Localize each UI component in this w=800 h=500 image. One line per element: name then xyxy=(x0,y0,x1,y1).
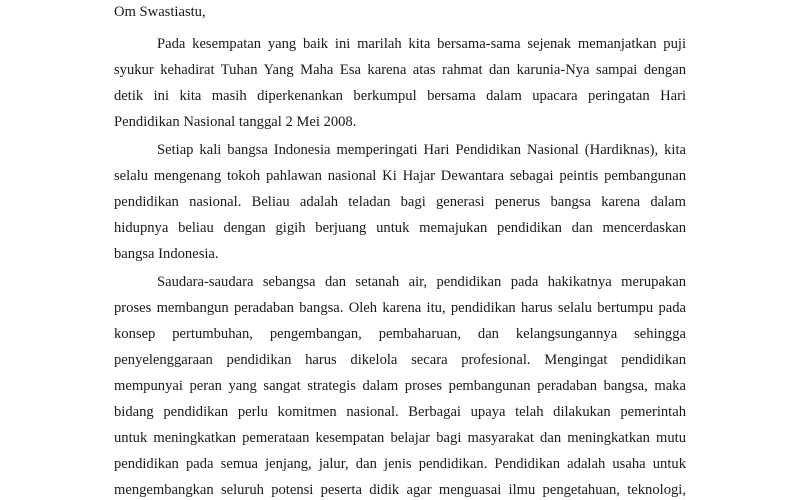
paragraph-line: proses membangun peradaban bangsa. Oleh karena itu, pendidikan harus selalu bertumpu pada xyxy=(114,300,686,316)
paragraph-line: penyelenggaraan pendidikan harus dikelola secara profesional. Mengingat pendidikan xyxy=(114,352,686,368)
paragraph-line: selalu mengenang tokoh pahlawan nasional Ki Hajar Dewantara sebagai peintis pembangunan xyxy=(114,168,686,184)
greeting: Om Swastiastu, xyxy=(114,4,206,20)
paragraph-line: mempunyai peran yang sangat strategis dalam proses pembangunan peradaban bangsa, maka xyxy=(114,378,686,394)
paragraph-line: konsep pertumbuhan, pengembangan, pembaharuan, dan kelangsungannya sehingga xyxy=(114,326,686,342)
paragraph-line: mengembangkan seluruh potensi peserta didik agar menguasai ilmu pengetahuan, teknologi, xyxy=(114,482,686,498)
paragraph-line: Setiap kali bangsa Indonesia memperingati Hari Pendidikan Nasional (Hardiknas), kita xyxy=(157,142,686,158)
paragraph-line: bidang pendidikan perlu komitmen nasional. Berbagai upaya telah dilakukan pemerintah xyxy=(114,404,686,420)
paragraph-line: Pada kesempatan yang baik ini marilah kita bersama-sama sejenak memanjatkan puji xyxy=(157,36,686,52)
paragraph-line: bangsa Indonesia. xyxy=(114,246,219,262)
paragraph-line: Pendidikan Nasional tanggal 2 Mei 2008. xyxy=(114,114,357,130)
paragraph-line: pendidikan nasional. Beliau adalah teladan bagi generasi penerus bangsa karena dalam xyxy=(114,194,686,210)
paragraph-line: Saudara-saudara sebangsa dan setanah air, pendidikan pada hakikatnya merupakan xyxy=(157,274,686,290)
paragraph-line: detik ini kita masih diperkenankan berkumpul bersama dalam upacara peringatan Hari xyxy=(114,88,686,104)
paragraph-line: untuk meningkatkan pemerataan kesempatan belajar bagi masyarakat dan meningkatkan mutu xyxy=(114,430,686,446)
paragraph-line: hidupnya beliau dengan gigih berjuang untuk memajukan pendidikan dan mencerdaskan xyxy=(114,220,686,236)
paragraph-line: syukur kehadirat Tuhan Yang Maha Esa karena atas rahmat dan karunia-Nya sampai dengan xyxy=(114,62,686,78)
paragraph-line: pendidikan pada semua jenjang, jalur, dan jenis pendidikan. Pendidikan adalah usaha untuk xyxy=(114,456,686,472)
